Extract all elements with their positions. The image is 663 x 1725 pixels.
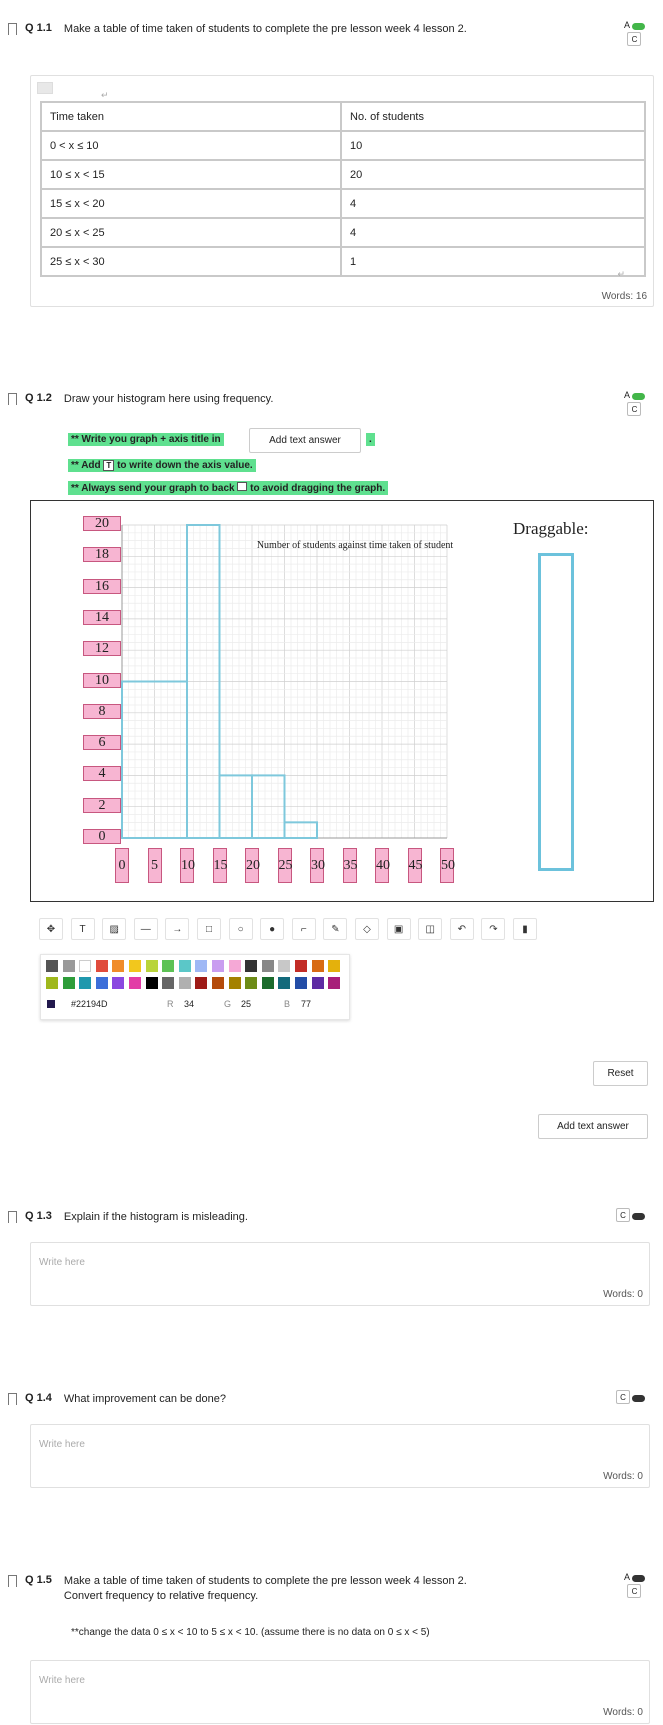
table-cell[interactable]: 15 ≤ x < 20 [41, 189, 341, 218]
question-text: Make a table of time taken of students to complete the pre lesson week 4 lesson 2. [63, 23, 467, 35]
color-swatch[interactable] [46, 977, 58, 989]
table-cell[interactable]: 20 [341, 160, 645, 189]
x-axis-label[interactable]: 45 [408, 848, 422, 883]
delete-icon[interactable]: ▮ [513, 918, 537, 940]
bookmark-icon[interactable] [8, 1211, 17, 1223]
y-axis-label[interactable]: 4 [83, 766, 121, 781]
color-swatch[interactable] [112, 977, 124, 989]
color-swatch[interactable] [262, 960, 274, 972]
y-axis-label[interactable]: 14 [83, 610, 121, 625]
question-header-5 [8, 1574, 467, 1604]
color-swatch[interactable] [229, 960, 241, 972]
cloud-icon [632, 1395, 645, 1402]
cloud-icon [632, 1575, 645, 1582]
table-cell[interactable]: 10 [341, 131, 645, 160]
color-swatch[interactable] [63, 960, 75, 972]
dot-icon[interactable]: ● [260, 918, 284, 940]
cloud-icon [632, 1213, 645, 1220]
send-back-icon[interactable]: ◫ [418, 918, 442, 940]
question-text: What improvement can be done? [63, 1393, 226, 1405]
color-swatch[interactable] [278, 960, 290, 972]
x-axis-label[interactable]: 5 [148, 848, 162, 883]
word-count: Words: 16 [601, 291, 647, 302]
table-cell[interactable]: 1 [341, 247, 645, 276]
x-axis-label[interactable]: 40 [375, 848, 389, 883]
question-number: Q 1.5 [25, 1574, 52, 1586]
redo-icon[interactable]: ↷ [481, 918, 505, 940]
hint-2: ** Add T to write down the axis value. [68, 459, 256, 472]
y-axis-label[interactable]: 8 [83, 704, 121, 719]
bookmark-icon[interactable] [8, 1575, 17, 1587]
color-swatch[interactable] [262, 977, 274, 989]
return-icon: ↵ [101, 90, 109, 100]
question-number: Q 1.3 [25, 1210, 52, 1222]
status-c-box[interactable]: C [627, 32, 641, 46]
question-text: Draw your histogram here using frequency. [63, 393, 274, 405]
draggable-bar[interactable] [538, 553, 574, 871]
x-axis-label[interactable]: 50 [440, 848, 454, 883]
g-value[interactable]: 25 [241, 999, 252, 1009]
status-a: A [623, 390, 630, 400]
x-axis-label[interactable]: 20 [245, 848, 259, 883]
text-icon[interactable]: T [71, 918, 95, 940]
table-header-cell[interactable]: No. of students [341, 102, 645, 131]
question-header-4 [8, 1392, 226, 1407]
x-axis-label[interactable]: 0 [115, 848, 129, 883]
status-c-box[interactable]: C [616, 1390, 630, 1404]
text-tool-icon: T [103, 460, 114, 471]
current-color-swatch [47, 1000, 55, 1008]
color-swatch[interactable] [179, 977, 191, 989]
color-swatch[interactable] [212, 960, 224, 972]
y-axis-label[interactable]: 10 [83, 673, 121, 688]
color-swatch[interactable] [146, 960, 158, 972]
add-text-answer-inline-button[interactable]: Add text answer [249, 428, 361, 453]
y-axis-label[interactable]: 20 [83, 516, 121, 531]
pen-icon[interactable]: ✎ [323, 918, 347, 940]
word-count: Words: 0 [603, 1707, 643, 1718]
color-hex[interactable]: #22194D [71, 999, 108, 1009]
x-axis-label[interactable]: 30 [310, 848, 324, 883]
color-swatch[interactable] [162, 977, 174, 989]
color-swatch[interactable] [245, 960, 257, 972]
hint-1-end: . [366, 433, 375, 446]
color-palette [40, 954, 350, 1020]
return-icon-end: ↵ [617, 269, 625, 279]
add-text-answer-button[interactable]: Add text answer [538, 1114, 648, 1139]
status-c-box[interactable]: C [616, 1208, 630, 1222]
question-text: Explain if the histogram is misleading. [63, 1211, 248, 1223]
x-axis-label[interactable]: 10 [180, 848, 194, 883]
line-icon[interactable]: — [134, 918, 158, 940]
b-label: B [284, 999, 291, 1009]
circle-icon[interactable]: ○ [229, 918, 253, 940]
hint-3: ** Always send your graph to back to avoid dragging the graph. [68, 481, 388, 495]
status-a: A [623, 20, 630, 30]
arrow-icon[interactable]: → [165, 918, 189, 940]
word-count: Words: 0 [603, 1471, 643, 1482]
answer-textarea-5[interactable] [30, 1660, 650, 1724]
answer-status [616, 1390, 645, 1404]
color-swatch[interactable] [195, 960, 207, 972]
y-axis-label[interactable]: 12 [83, 641, 121, 656]
reset-button[interactable]: Reset [593, 1061, 648, 1086]
color-swatch[interactable] [245, 977, 257, 989]
graph-title[interactable]: Number of students against time taken of student [256, 540, 454, 551]
color-swatch[interactable] [129, 977, 141, 989]
color-swatch[interactable] [278, 977, 290, 989]
table-cell[interactable]: 4 [341, 189, 645, 218]
question-number: Q 1.2 [25, 392, 52, 404]
textarea-placeholder: Write here [39, 1675, 85, 1686]
hint-1: ** Write you graph + axis title in [68, 433, 224, 446]
question-text: Make a table of time taken of students to complete the pre lesson week 4 lesson 2. Convert frequency to relative frequency. [63, 1575, 467, 1602]
answer-status [616, 1208, 645, 1222]
table-cell[interactable]: 0 < x ≤ 10 [41, 131, 341, 160]
bookmark-icon[interactable] [8, 1393, 17, 1405]
y-axis-label[interactable]: 16 [83, 579, 121, 594]
word-count: Words: 0 [603, 1289, 643, 1300]
move-icon[interactable]: ✥ [39, 918, 63, 940]
color-swatch[interactable] [79, 960, 91, 972]
x-axis-label[interactable]: 25 [278, 848, 292, 883]
y-axis-label[interactable]: 6 [83, 735, 121, 750]
table-cell[interactable]: 20 ≤ x < 25 [41, 218, 341, 247]
b-value[interactable]: 77 [301, 999, 312, 1009]
x-axis-label[interactable]: 15 [213, 848, 227, 883]
question-number: Q 1.4 [25, 1392, 52, 1404]
status-c-box[interactable]: C [627, 402, 641, 416]
question-text-2: Convert frequency to relative frequency. [63, 1590, 259, 1602]
y-axis-label[interactable]: 18 [83, 547, 121, 562]
color-swatch[interactable] [229, 977, 241, 989]
color-swatch[interactable] [96, 977, 108, 989]
textarea-placeholder: Write here [39, 1257, 85, 1268]
rectangle-icon[interactable]: □ [197, 918, 221, 940]
color-swatch[interactable] [312, 977, 324, 989]
x-axis-label[interactable]: 35 [343, 848, 357, 883]
color-swatch[interactable] [112, 960, 124, 972]
table-cell[interactable]: 4 [341, 218, 645, 247]
table-header-cell[interactable]: Time taken [41, 102, 341, 131]
table-cell[interactable]: 10 ≤ x < 15 [41, 160, 341, 189]
fill-icon[interactable]: ◇ [355, 918, 379, 940]
r-value[interactable]: 34 [184, 999, 195, 1009]
status-a: A [623, 1572, 630, 1582]
bring-front-icon[interactable]: ▣ [387, 918, 411, 940]
color-swatch[interactable] [79, 977, 91, 989]
answer-textarea-4[interactable] [30, 1424, 650, 1488]
color-swatch[interactable] [195, 977, 207, 989]
answer-status [624, 1572, 645, 1598]
draggable-label: Draggable: [513, 519, 589, 538]
undo-icon[interactable]: ↶ [450, 918, 474, 940]
textarea-placeholder: Write here [39, 1439, 85, 1450]
question-number: Q 1.1 [25, 22, 52, 34]
color-swatch[interactable] [96, 960, 108, 972]
color-swatch[interactable] [46, 960, 58, 972]
image-icon[interactable]: ▨ [102, 918, 126, 940]
table-cell[interactable]: 25 ≤ x < 30 [41, 247, 341, 276]
corner-icon[interactable]: ⌐ [292, 918, 316, 940]
color-swatch[interactable] [212, 977, 224, 989]
status-c-box[interactable]: C [627, 1584, 641, 1598]
color-swatch[interactable] [328, 977, 340, 989]
question-note: **change the data 0 ≤ x < 10 to 5 ≤ x < 10. (assume there is no data on 0 ≤ x < 5) [71, 1627, 430, 1638]
r-label: R [167, 999, 174, 1009]
question-header-3 [8, 1210, 248, 1225]
color-swatch[interactable] [295, 960, 307, 972]
color-swatch[interactable] [146, 977, 158, 989]
y-axis-label[interactable]: 2 [83, 798, 121, 813]
y-axis-label[interactable]: 0 [83, 829, 121, 844]
color-swatch[interactable] [162, 960, 174, 972]
color-swatch[interactable] [63, 977, 75, 989]
answer-textarea-3[interactable] [30, 1242, 650, 1306]
g-label: G [224, 999, 232, 1009]
color-swatch[interactable] [295, 977, 307, 989]
color-swatch[interactable] [179, 960, 191, 972]
color-swatch[interactable] [312, 960, 324, 972]
color-swatch[interactable] [129, 960, 141, 972]
color-swatch[interactable] [328, 960, 340, 972]
